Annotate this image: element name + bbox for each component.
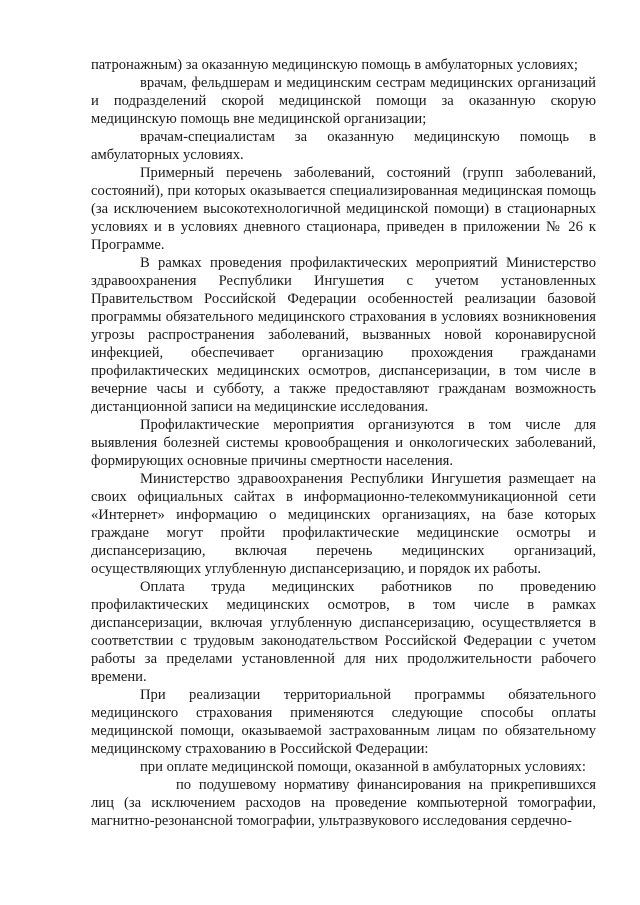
- paragraph-9: При реализации территориальной программы обязательного медицинского страхования применяются следующие способы оплаты медицинской помощи, оказываемой застрахованным лицам по обязательному медицинскому страхованию в Российской Федерации:: [91, 687, 596, 757]
- paragraph-2: врачам, фельдшерам и медицинским сестрам медицинских организаций и подразделений скорой медицинской помощи за оказанную скорую медицинскую помощь вне медицинской организации;: [91, 75, 596, 127]
- paragraph-7: Министерство здравоохранения Республики Ингушетия размещает на своих официальных сайтах в информационно-телекоммуникационной сети «Интернет» информацию о медицинских организациях, на базе которых граждане могут пройти профилактические медицинские осмотры и диспансеризацию, включая перечень медицинских организаций, осуществляющих углубленную диспансеризацию, и порядок их работы.: [91, 471, 596, 577]
- paragraph-6: Профилактические мероприятия организуются в том числе для выявления болезней системы кровообращения и онкологических заболеваний, формирующих основные причины смертности населения.: [91, 417, 596, 469]
- paragraph-4: Примерный перечень заболеваний, состояний (групп заболеваний, состояний), при которых оказывается специализированная медицинская помощь (за исключением высокотехнологичной медицинской помощи) в стационарных условиях и в условиях дневного стационара, приведен в приложении № 26 к Программе.: [91, 165, 596, 253]
- paragraph-3: врачам-специалистам за оказанную медицинскую помощь в амбулаторных условиях.: [91, 129, 596, 163]
- paragraph-1: патронажным) за оказанную медицинскую помощь в амбулаторных условиях;: [91, 57, 578, 73]
- paragraph-10: при оплате медицинской помощи, оказанной в амбулаторных условиях:: [140, 759, 586, 775]
- paragraph-8: Оплата труда медицинских работников по проведению профилактических медицинских осмотров, в том числе в рамках диспансеризации, включая углубленную диспансеризацию, осуществляется в соответствии с трудовым законодательством Российской Федерации с учетом работы за пределами установленной для них продолжительности рабочего времени.: [91, 579, 596, 685]
- paragraph-5: В рамках проведения профилактических мероприятий Министерство здравоохранения Республики Ингушетия с учетом установленных Правительством Российской Федерации особенностей реализации базовой программы обязательного медицинского страхования в условиях возникновения угрозы распространения заболеваний, вызванных новой коронавирусной инфекцией, обеспечивает организацию прохождения гражданами профилактических медицинских осмотров, диспансеризации, в том числе в вечерние часы и субботу, а также предоставляют гражданам возможность дистанционной записи на медицинские исследования.: [91, 255, 596, 415]
- paragraph-11: по подушевому нормативу финансирования на прикрепившихся лиц (за исключением расходов на проведение компьютерной томографии, магнитно-резонансной томографии, ультразвукового исследования сердечно-: [91, 777, 596, 829]
- document-page: [91, 56, 596, 830]
